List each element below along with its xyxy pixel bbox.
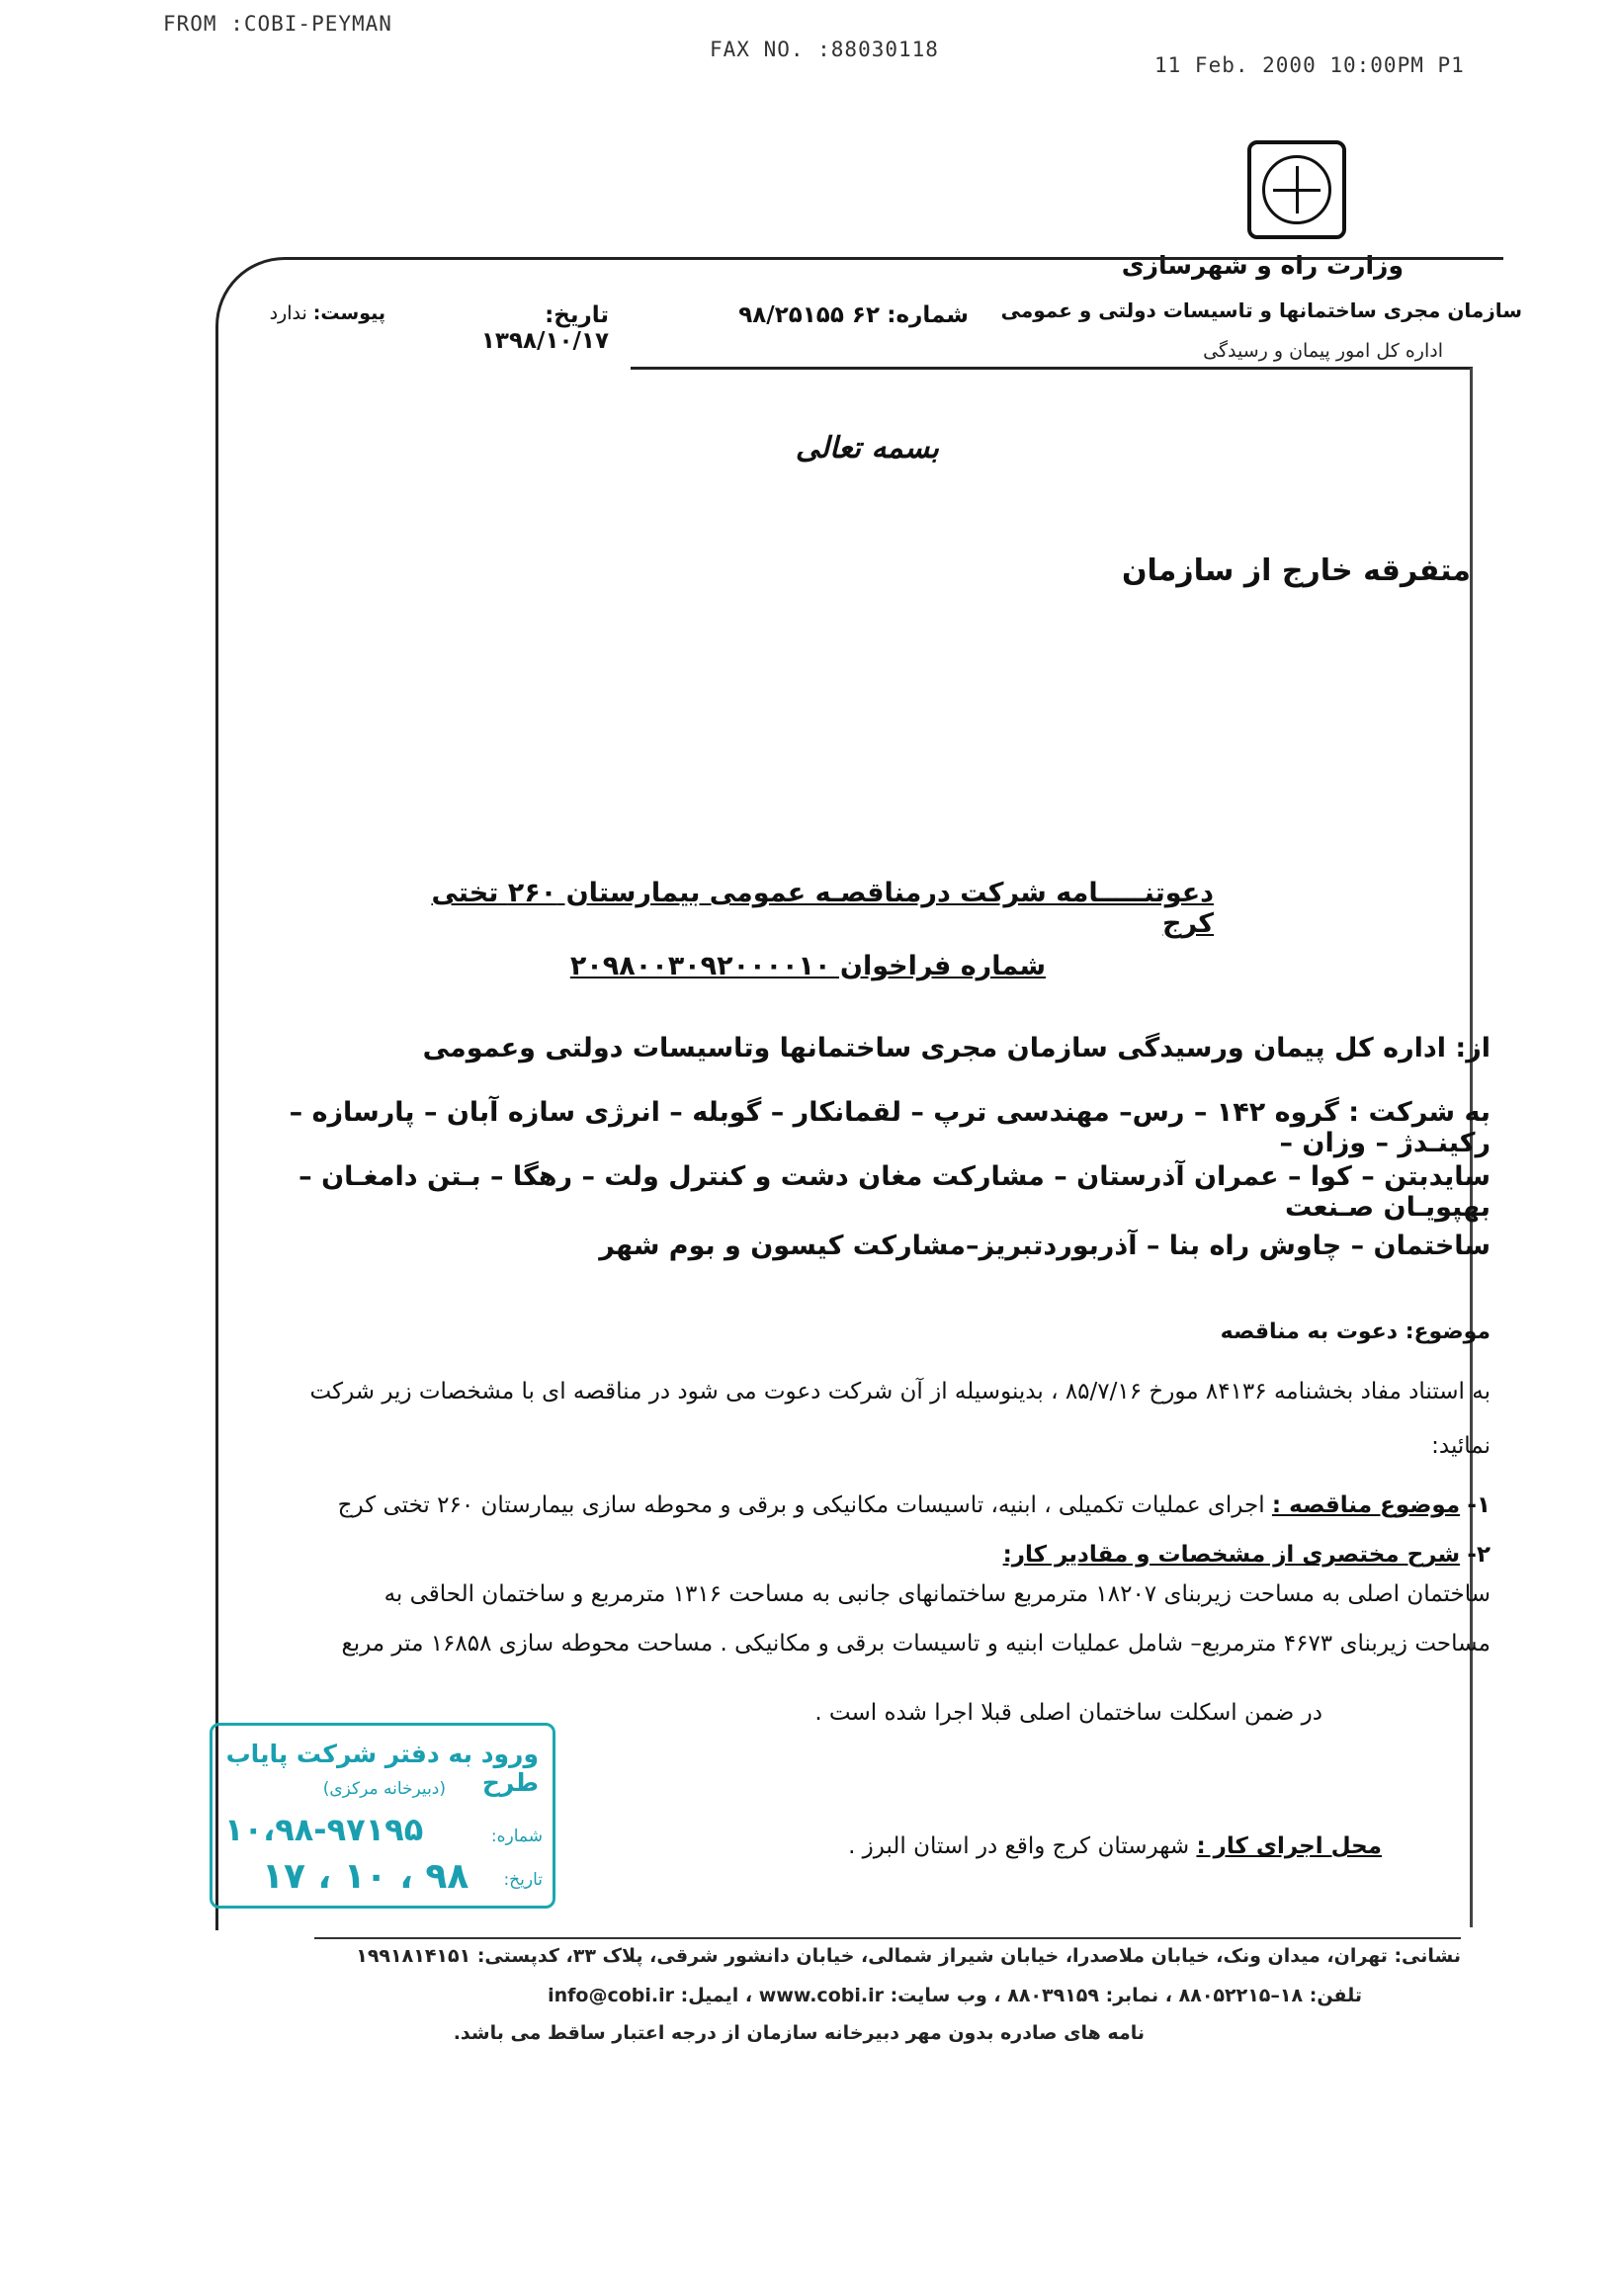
subject-line: موضوع: دعوت به مناقصه	[1220, 1319, 1491, 1344]
stamp-number-label: شماره:	[490, 1827, 543, 1846]
intro-line-2: نمائید:	[1431, 1433, 1491, 1459]
stamp-date-label: تاریخ:	[503, 1870, 543, 1890]
footer-contact: تلفن: ۱۸–۸۸۰۵۲۲۱۵ ، نمابر: ۸۸۰۳۹۱۵۹ ، وب سایت: www.cobi.ir ، ایمیل: info@cobi.ir	[548, 1985, 1362, 2006]
footer-divider	[314, 1937, 1461, 1939]
fax-from: FROM :COBI-PEYMAN	[163, 12, 392, 36]
invocation: بسمه تعالی	[795, 431, 939, 466]
stamp-title: ورود به دفتر شرکت پایاب طرح	[225, 1740, 539, 1797]
letter-frame	[215, 257, 1503, 1930]
note-line: در ضمن اسکلت ساختمان اصلی قبلا اجرا شده است .	[814, 1700, 1322, 1726]
call-number: شماره فراخوان ۲۰۹۸۰۰۳۰۹۲۰۰۰۰۱۰	[569, 951, 1046, 981]
intro-line-1: به استناد مفاد بخشنامه ۸۴۱۳۶ مورخ ۸۵/۷/۱۶ ، بدینوسیله از آن شرکت دعوت می شود در مناقصه ای با مشخصات زیر شرکت	[309, 1379, 1491, 1404]
location-line: محل اجرای کار : شهرستان کرج واقع در استان البرز .	[848, 1833, 1382, 1859]
item-2-line-2: مساحت زیربنای ۴۶۷۳ مترمربع– شامل عملیات ابنیه و تاسیسات برقی و مکانیکی . مساحت محوطه سازی ۱۶۸۵۸ متر مربع	[341, 1631, 1491, 1657]
receipt-stamp	[210, 1723, 555, 1909]
recipient-header: متفرقه خارج از سازمان	[1121, 553, 1471, 588]
letter-date: تاریخ: ۱۳۹۸/۱۰/۱۷	[480, 302, 609, 354]
ministry-name: وزارت راه و شهرسازی	[1121, 251, 1404, 280]
item-1: ۱- موضوع مناقصه : اجرای عملیات تکمیلی ، ابنیه، تاسیسات مکانیکی و برقی و محوطه سازی بیمارستان ۲۶۰ تختی کرج	[337, 1492, 1491, 1518]
fax-datetime: 11 Feb. 2000 10:00PM P1	[1154, 53, 1465, 77]
footer-disclaimer: نامه های صادره بدون مهر دبیرخانه سازمان از درجه اعتبار ساقط می باشد.	[453, 2022, 1145, 2044]
to-line-1: به شرکت : گروه ۱۴۲ – رس– مهندسی ترپ – لقمانکار – گوبله – انرژی سازه آبان – پارسازه – رکینـدژ – وزان –	[289, 1097, 1491, 1158]
letter-number: شماره: ۶۲ ۹۸/۲۵۱۵۵	[738, 302, 969, 328]
to-line-3: ساختمان – چاوش راه بنا – آذربوردتبریز–مشارکت کیسون و بوم شهر	[599, 1231, 1491, 1261]
stamp-number-value: ۱۰،۹۸-۹۷۱۹۵	[224, 1811, 424, 1848]
item-2-line-1: ساختمان اصلی به مساحت زیربنای ۱۸۲۰۷ مترمربع ساختمانهای جانبی به مساحت ۱۳۱۶ مترمربع و ساختمان الحاقی به	[383, 1581, 1491, 1607]
organization-name: سازمان مجری ساختمانها و تاسیسات دولتی و عمومی	[1000, 298, 1522, 322]
item-2-heading: ۲- شرح مختصری از مشخصات و مقادیر کار:	[1002, 1542, 1491, 1568]
fax-number: FAX NO. :88030118	[710, 38, 939, 61]
to-line-2: سایدبتن – کوا – عمران آذرستان – مشارکت مغان دشت و کنترل ولت – رهگا – بـتن دامغـان – بهپویـان صـنعت	[298, 1161, 1491, 1223]
stamp-subtitle: (دبیرخانه مرکزی)	[322, 1779, 446, 1799]
from-line: از: اداره کل پیمان ورسیدگی سازمان مجری ساختمانها وتاسیسات دولتی وعمومی	[422, 1033, 1491, 1063]
department-name: اداره کل امور پیمان و رسیدگی	[1203, 340, 1443, 362]
stamp-date-value: ۹۸ ، ۱۰ ، ۱۷	[262, 1856, 469, 1897]
footer-address: نشانی: تهران، میدان ونک، خیابان ملاصدرا، خیابان شیراز شمالی، خیابان دانشور شرقی، پلاک ۳۳، کدپستی: ۱۹۹۱۸۱۴۱۵۱	[356, 1945, 1461, 1967]
ministry-logo-icon	[1247, 140, 1346, 239]
document-title: دعوتنـــــامه شرکت درمناقصـه عمومی بیمارستان ۲۶۰ تختی کرج	[431, 878, 1214, 939]
letter-attachment: پیوست: ندارد	[269, 302, 385, 324]
header-divider	[631, 367, 1473, 370]
